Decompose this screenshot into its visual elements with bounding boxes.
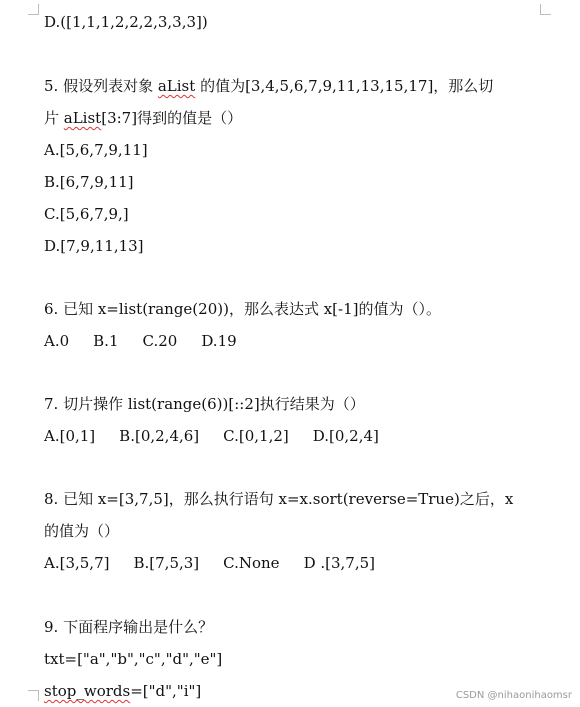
text-run: 的值为[3,4,5,6,7,9,11,13,15,17]，那么切 bbox=[195, 77, 494, 95]
code-token-stop-words: stop_words bbox=[44, 682, 131, 700]
text-run: =["d","i"] bbox=[130, 682, 202, 700]
text-run: 5. 假设列表对象 bbox=[44, 77, 158, 95]
q7-question: 7. 切片操作 list(range(6))[::2]执行结果为（） bbox=[44, 395, 365, 413]
q5-option-d: D.[7,9,11,13] bbox=[44, 237, 144, 255]
q7-option-a: A.[0,1] bbox=[44, 427, 96, 445]
q6-option-b: B.1 bbox=[93, 332, 119, 350]
q8-option-b: B.[7,5,3] bbox=[133, 554, 200, 572]
q6-options bbox=[44, 331, 261, 351]
page-corner-mark bbox=[540, 4, 551, 15]
q8-options bbox=[44, 553, 399, 573]
text-run: 片 bbox=[44, 109, 64, 127]
code-token-alist: aList bbox=[63, 109, 102, 127]
q6-option-d: D.19 bbox=[201, 332, 237, 350]
q5-option-a: A.[5,6,7,9,11] bbox=[44, 141, 148, 159]
q7-options bbox=[44, 426, 403, 446]
q5-option-b: B.[6,7,9,11] bbox=[44, 173, 134, 191]
q8-question-line1: 8. 已知 x=[3,7,5]，那么执行语句 x=x.sort(reverse=True)之后，x bbox=[44, 490, 514, 508]
q7-option-d: D.[0,2,4] bbox=[312, 427, 379, 445]
page-corner-mark bbox=[28, 690, 39, 701]
q4-option-d: D.([1,1,1,2,2,2,3,3,3]) bbox=[44, 13, 208, 31]
text-run: [3:7]得到的值是（） bbox=[101, 109, 243, 127]
q9-question: 9. 下面程序输出是什么？ bbox=[44, 618, 214, 636]
q8-option-a: A.[3,5,7] bbox=[44, 554, 110, 572]
q6-question: 6. 已知 x=list(range(20))，那么表达式 x[-1]的值为（）。 bbox=[44, 300, 441, 318]
q9-code-line2 bbox=[44, 681, 201, 701]
q8-question-line2: 的值为（） bbox=[44, 522, 120, 540]
q8-option-d: D .[3,7,5] bbox=[303, 554, 375, 572]
q7-option-b: B.[0,2,4,6] bbox=[119, 427, 200, 445]
q8-option-c: C.None bbox=[223, 554, 280, 572]
q5-question-line2 bbox=[44, 108, 242, 128]
code-token-alist: aList bbox=[157, 77, 196, 95]
q5-question-line1 bbox=[44, 76, 493, 96]
q7-option-c: C.[0,1,2] bbox=[223, 427, 289, 445]
q6-option-c: C.20 bbox=[142, 332, 178, 350]
q9-code-line1: txt=["a","b","c","d","e"] bbox=[44, 650, 223, 668]
page-corner-mark bbox=[28, 4, 39, 15]
q6-option-a: A.0 bbox=[44, 332, 70, 350]
q5-option-c: C.[5,6,7,9,] bbox=[44, 205, 129, 223]
watermark: CSDN @nihaonihaomsr bbox=[455, 690, 572, 701]
